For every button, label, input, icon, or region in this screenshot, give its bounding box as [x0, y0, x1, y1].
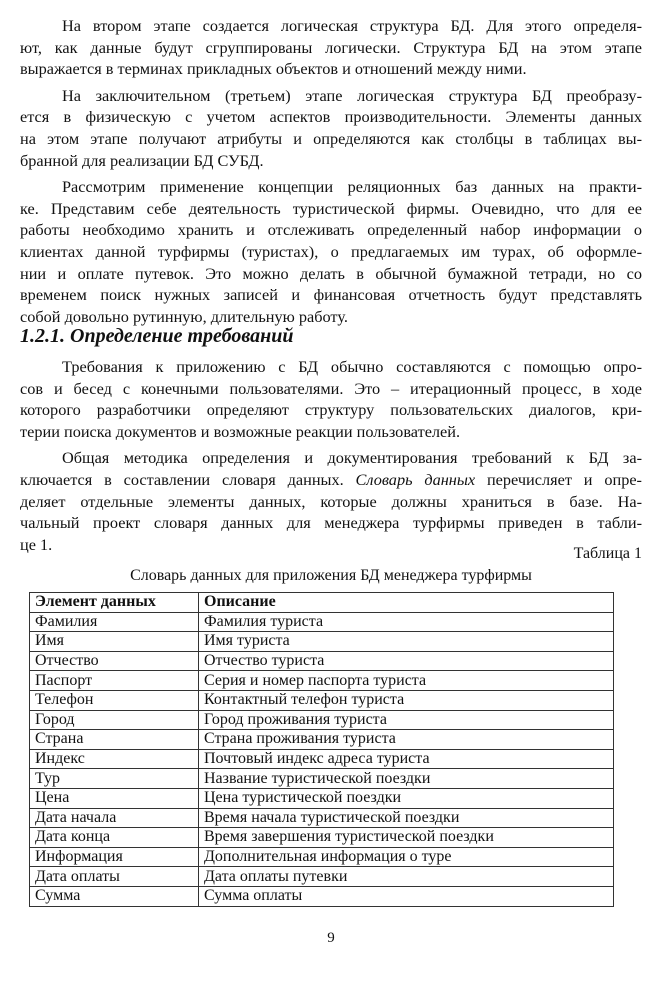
table-row: [30, 730, 614, 750]
text-line: [20, 469, 642, 491]
text-line: бранной для реализации БД СУБД.: [20, 150, 264, 170]
element-cell: Имя: [30, 632, 199, 652]
text-line: ют, как данные будут сгруппированы логически. Структура БД на этом этапе: [20, 37, 642, 57]
body-text-bottom: [20, 356, 642, 560]
table-row: [30, 808, 614, 828]
description-cell: Название туристической поездки: [199, 769, 614, 789]
element-cell: Дата оплаты: [30, 867, 199, 887]
description-cell: Время начала туристической поездки: [199, 808, 614, 828]
body-text-top: [20, 15, 642, 332]
text-line: собой довольно рутинную, длительную работу.: [20, 306, 348, 326]
table-number: Таблица 1: [573, 545, 642, 562]
table-row: [30, 788, 614, 808]
table-row: [30, 690, 614, 710]
element-cell: Дата конца: [30, 828, 199, 848]
text-line: временем поиск нужных записей и финансовая отчетность будут представлять: [20, 285, 642, 305]
section-heading: 1.2.1. Определение требований: [20, 325, 294, 347]
element-cell: Индекс: [30, 749, 199, 769]
table-row: [30, 632, 614, 652]
paragraph: [20, 85, 642, 171]
term-italic: Словарь данных: [355, 469, 476, 489]
text-line: терии поиска документов и возможные реакции пользователей.: [20, 421, 461, 441]
element-cell: Тур: [30, 769, 199, 789]
table-row: [30, 749, 614, 769]
table-row: [30, 847, 614, 867]
text-run: ключается в составлении словаря данных.: [20, 469, 356, 489]
element-cell: Страна: [30, 730, 199, 750]
column-header: Описание: [199, 593, 614, 613]
description-cell: Контактный телефон туриста: [199, 690, 614, 710]
paragraph: [20, 176, 642, 327]
text-line: ке. Представим себе деятельность туристической фирмы. Очевидно, что для ее: [20, 198, 642, 218]
description-cell: Страна проживания туриста: [199, 730, 614, 750]
table-row: [30, 612, 614, 632]
table-row: [30, 710, 614, 730]
paragraph: [20, 447, 642, 555]
column-header: Элемент данных: [30, 593, 199, 613]
text-line: на этом этапе получают атрибуты и определяются как столбцы в таблицах вы-: [20, 128, 642, 148]
description-cell: Имя туриста: [199, 632, 614, 652]
table-row: [30, 769, 614, 789]
text-line: На заключительном (третьем) этапе логическая структура БД преобразу-: [62, 85, 642, 105]
paragraph: [20, 15, 642, 80]
description-cell: Дополнительная информация о туре: [199, 847, 614, 867]
element-cell: Дата начала: [30, 808, 199, 828]
text-line: работы необходимо хранить и отслеживать определенный набор информации о: [20, 220, 642, 240]
element-cell: Сумма: [30, 886, 199, 906]
text-run: перечисляет и опре-: [475, 469, 642, 489]
element-cell: Фамилия: [30, 612, 199, 632]
table-caption: Словарь данных для приложения БД менеджера турфирмы: [130, 567, 532, 584]
text-line: сов и бесед с конечными пользователями. Это – итерационный процесс, в ходе: [20, 378, 642, 398]
element-cell: Город: [30, 710, 199, 730]
table-row: [30, 671, 614, 691]
table-row: [30, 867, 614, 887]
text-line: которого разработчики определяют структуру пользовательских диалогов, кри-: [20, 400, 642, 420]
table-row: [30, 886, 614, 906]
description-cell: Отчество туриста: [199, 651, 614, 671]
paragraph: [20, 356, 642, 442]
text-line: нии и оплате путевок. Это можно делать в обычной бумажной тетради, но со: [20, 263, 642, 283]
description-cell: Сумма оплаты: [199, 886, 614, 906]
text-line: клиентах данной турфирмы (туристах), о предлагаемых им турах, об оформле-: [20, 241, 642, 261]
text-line: выражается в терминах прикладных объектов и отношений между ними.: [20, 59, 527, 79]
table-row: [30, 828, 614, 848]
element-cell: Информация: [30, 847, 199, 867]
description-cell: Город проживания туриста: [199, 710, 614, 730]
element-cell: Отчество: [30, 651, 199, 671]
element-cell: Телефон: [30, 690, 199, 710]
element-cell: Цена: [30, 788, 199, 808]
page-number: 9: [327, 930, 335, 946]
description-cell: Время завершения туристической поездки: [199, 828, 614, 848]
text-line: це 1.: [20, 534, 53, 554]
table-header-row: [30, 593, 614, 613]
text-line: Рассмотрим применение концепции реляционных баз данных на практи-: [62, 177, 642, 197]
table-row: [30, 651, 614, 671]
text-line: деляет отдельные элементы данных, которые должны храниться в базе. На-: [20, 491, 642, 511]
data-dictionary-table: [29, 592, 614, 907]
text-line: Общая методика определения и документирования требований к БД за-: [62, 448, 642, 468]
text-line: чальный проект словаря данных для менеджера турфирмы приведен в табли-: [20, 513, 642, 533]
description-cell: Фамилия туриста: [199, 612, 614, 632]
description-cell: Почтовый индекс адреса туриста: [199, 749, 614, 769]
text-line: На втором этапе создается логическая структура БД. Для этого определя-: [62, 16, 642, 35]
description-cell: Дата оплаты путевки: [199, 867, 614, 887]
element-cell: Паспорт: [30, 671, 199, 691]
description-cell: Серия и номер паспорта туриста: [199, 671, 614, 691]
text-line: Требования к приложению с БД обычно составляются с помощью опро-: [62, 357, 642, 376]
text-line: ется в физическую с учетом аспектов производительности. Элементы данных: [20, 107, 642, 127]
description-cell: Цена туристической поездки: [199, 788, 614, 808]
